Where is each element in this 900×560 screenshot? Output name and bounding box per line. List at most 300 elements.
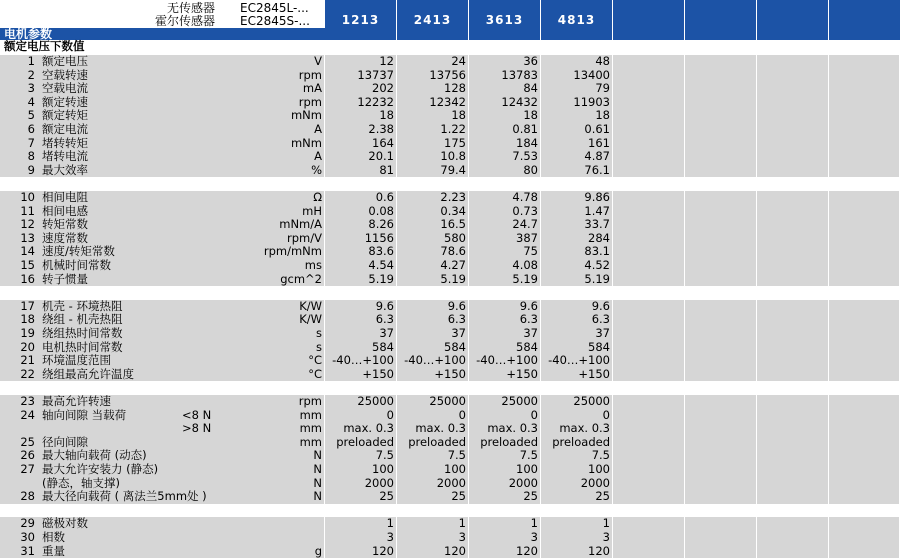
row-value: 24.7	[512, 217, 538, 232]
row-number: 21	[20, 353, 35, 368]
row-label: 空载转速	[42, 67, 88, 82]
table-row	[0, 286, 900, 300]
row-value: 75	[523, 244, 538, 259]
row-label: 最大效率	[42, 162, 88, 177]
row-label: 额定转速	[42, 94, 88, 109]
row-value: 387	[516, 230, 538, 245]
row-label: 相数	[42, 530, 65, 544]
row-unit	[222, 504, 322, 518]
row-value: 12232	[357, 94, 394, 109]
row-value	[397, 504, 469, 518]
row-label: 绕组热时间常数	[42, 326, 123, 340]
row-label: 额定转矩	[42, 108, 88, 123]
row-value: 584	[588, 339, 610, 354]
row-value	[325, 381, 397, 395]
row-value: 0	[530, 407, 538, 422]
row-value: 7.5	[519, 448, 538, 463]
column-divider	[540, 40, 541, 560]
row-number: 11	[20, 203, 35, 218]
row-value: 4.52	[584, 258, 610, 272]
row-unit: rpm	[298, 67, 322, 82]
row-value: 13783	[501, 67, 538, 82]
row-value	[541, 504, 613, 518]
row-sublabel: <8 N	[182, 407, 212, 422]
row-number: 29	[20, 516, 35, 531]
row-value: 36	[523, 54, 538, 68]
table-row	[0, 82, 900, 96]
row-value: 10.8	[440, 149, 466, 164]
row-value: 100	[588, 462, 610, 476]
row-label	[42, 177, 182, 191]
row-unit: °C	[308, 353, 322, 368]
row-value: 120	[588, 543, 610, 558]
row-unit	[222, 517, 322, 531]
row-value: 2.23	[440, 190, 466, 204]
row-unit: s	[316, 339, 322, 354]
row-value: max. 0.3	[487, 421, 538, 436]
row-value	[325, 504, 397, 518]
row-label: 转子惯量	[42, 271, 88, 286]
row-value: preloaded	[552, 434, 610, 449]
column-header	[613, 0, 685, 40]
row-number: 14	[20, 244, 35, 259]
row-value: 0.61	[584, 122, 610, 136]
row-value: 76.1	[584, 162, 610, 177]
table-row	[0, 436, 900, 450]
row-value	[541, 286, 613, 300]
row-value: -40…+100	[548, 353, 610, 368]
row-value: 81	[379, 162, 394, 177]
row-value: 1	[530, 516, 538, 531]
row-label: 额定电流	[42, 122, 88, 136]
row-value: 18	[523, 108, 538, 123]
subsection-title: 额定电压下数值	[4, 39, 85, 53]
row-value: 13737	[357, 67, 394, 82]
column-divider	[324, 40, 325, 560]
row-value: 100	[372, 462, 394, 476]
row-unit: ms	[304, 258, 322, 272]
row-value: 284	[588, 230, 610, 245]
row-label: 额定电压	[42, 54, 88, 68]
row-value: 1.47	[584, 203, 610, 218]
row-unit: gcm^2	[280, 271, 322, 286]
table-row	[0, 164, 900, 178]
row-value: 12	[379, 54, 394, 68]
row-value: 0.34	[440, 203, 466, 218]
row-value: 0	[386, 407, 394, 422]
row-unit: mA	[302, 81, 322, 96]
row-number: 10	[20, 190, 35, 204]
row-value: 9.86	[584, 190, 610, 204]
row-value: 2000	[508, 475, 538, 490]
row-value: 78.6	[440, 244, 466, 259]
row-number: 5	[27, 108, 35, 123]
row-number	[0, 381, 35, 395]
row-value: 37	[595, 326, 610, 340]
row-label: 绕组最高允许温度	[42, 366, 134, 381]
table-row	[0, 259, 900, 273]
row-unit: %	[311, 162, 322, 177]
row-unit: mNm	[290, 135, 322, 150]
row-value: 4.08	[512, 258, 538, 272]
row-value: max. 0.3	[415, 421, 466, 436]
row-label: 磁极对数	[42, 516, 88, 531]
table-row	[0, 395, 900, 409]
row-value: 84	[523, 81, 538, 96]
row-number: 7	[27, 135, 35, 150]
row-value: 7.5	[591, 448, 610, 463]
column-header	[829, 0, 900, 40]
row-value: 584	[372, 339, 394, 354]
row-value: 13400	[573, 67, 610, 82]
row-value: 1	[602, 516, 610, 531]
row-value: 7.5	[375, 448, 394, 463]
row-unit: Ω	[313, 190, 322, 204]
row-label: 机械时间常数	[42, 258, 111, 272]
row-sublabel: >8 N	[182, 421, 212, 436]
row-value: 7.5	[447, 448, 466, 463]
row-value	[469, 286, 541, 300]
column-header: 3613	[469, 0, 541, 40]
table-row	[0, 449, 900, 463]
row-value: 120	[444, 543, 466, 558]
row-unit: mNm/A	[279, 217, 322, 232]
table-row	[0, 55, 900, 69]
column-divider	[396, 40, 397, 560]
row-number: 20	[20, 339, 35, 354]
row-unit: g	[314, 543, 322, 558]
row-value: 2000	[364, 475, 394, 490]
row-value: 5.19	[368, 271, 394, 286]
row-label: 环境温度范围	[42, 353, 111, 368]
column-header	[685, 0, 757, 40]
row-label: 最高允许转速	[42, 394, 111, 408]
row-number: 27	[20, 462, 35, 476]
row-number: 2	[27, 67, 35, 82]
row-label: 相间电感	[42, 203, 88, 218]
row-value: max. 0.3	[343, 421, 394, 436]
row-number: 19	[20, 326, 35, 340]
column-divider	[684, 40, 685, 560]
row-value: 12432	[501, 94, 538, 109]
row-value: 161	[588, 135, 610, 150]
row-label: 最大允许安装力 (静态)	[42, 462, 159, 476]
row-unit: mm	[299, 421, 322, 436]
row-value: 128	[444, 81, 466, 96]
row-label: 堵转转矩	[42, 135, 88, 150]
row-unit: mm	[299, 407, 322, 422]
row-value: 25000	[357, 394, 394, 408]
row-unit: °C	[308, 366, 322, 381]
row-value: 175	[444, 135, 466, 150]
table-row	[0, 123, 900, 137]
column-divider	[828, 40, 829, 560]
table-row	[0, 300, 900, 314]
row-label: 绕组 - 机壳热阻	[42, 312, 123, 327]
row-unit: rpm/mNm	[263, 244, 322, 259]
row-value: 25	[379, 489, 394, 504]
column-header	[757, 0, 829, 40]
row-value: 24	[451, 54, 466, 68]
row-value: 580	[444, 230, 466, 245]
row-value: 100	[444, 462, 466, 476]
row-value: -40…+100	[476, 353, 538, 368]
table-row	[0, 150, 900, 164]
table-row	[0, 381, 900, 395]
row-value: 5.19	[440, 271, 466, 286]
table-row	[0, 69, 900, 83]
row-unit: N	[313, 462, 322, 476]
row-value: 25000	[429, 394, 466, 408]
row-label: 转矩常数	[42, 217, 88, 232]
table-row	[0, 137, 900, 151]
hall-sensor-label: 霍尔传感器	[154, 14, 215, 28]
row-unit: K/W	[299, 312, 322, 327]
row-value	[469, 381, 541, 395]
row-value: 0.73	[512, 203, 538, 218]
table-row	[0, 531, 900, 545]
table-row	[0, 545, 900, 559]
row-value: +150	[362, 366, 394, 381]
row-value: 100	[516, 462, 538, 476]
row-value: 4.87	[584, 149, 610, 164]
row-value	[397, 381, 469, 395]
row-unit: V	[314, 54, 322, 68]
row-label	[42, 286, 182, 300]
table-row	[0, 517, 900, 531]
row-label: 轴向间隙 当载荷	[42, 407, 127, 422]
row-value: 0.6	[375, 190, 394, 204]
row-value: 4.27	[440, 258, 466, 272]
row-value	[397, 286, 469, 300]
row-unit: mH	[302, 203, 322, 218]
row-number: 3	[27, 81, 35, 96]
row-number: 17	[20, 298, 35, 313]
row-value: 37	[451, 326, 466, 340]
row-value: 48	[595, 54, 610, 68]
row-unit	[222, 286, 322, 300]
row-value: 12342	[429, 94, 466, 109]
row-value: max. 0.3	[559, 421, 610, 436]
row-value: 0	[602, 407, 610, 422]
row-number: 8	[27, 149, 35, 164]
row-number: 4	[27, 94, 35, 109]
row-value: 3	[530, 530, 538, 544]
row-number	[0, 477, 35, 491]
hall-sensor-model: EC2845S-...	[240, 14, 310, 28]
row-value: 2000	[580, 475, 610, 490]
row-unit: N	[313, 489, 322, 504]
row-unit	[222, 531, 322, 545]
row-value: 8.26	[368, 217, 394, 232]
table-row	[0, 368, 900, 382]
row-value: preloaded	[408, 434, 466, 449]
row-value: 2.38	[368, 122, 394, 136]
row-number: 28	[20, 489, 35, 504]
row-value: 16.5	[440, 217, 466, 232]
row-unit: rpm	[298, 394, 322, 408]
row-unit	[222, 177, 322, 191]
row-value: 2000	[436, 475, 466, 490]
row-number: 16	[20, 271, 35, 286]
table-row	[0, 422, 900, 436]
table-row	[0, 109, 900, 123]
row-unit: K/W	[299, 298, 322, 313]
row-value: -40…+100	[332, 353, 394, 368]
row-value: 1.22	[440, 122, 466, 136]
row-value: 9.6	[447, 298, 466, 313]
row-value: 0	[458, 407, 466, 422]
row-number	[0, 177, 35, 191]
row-value: preloaded	[336, 434, 394, 449]
row-number: 18	[20, 312, 35, 327]
row-value: -40…+100	[404, 353, 466, 368]
row-value: +150	[506, 366, 538, 381]
row-unit: rpm	[298, 94, 322, 109]
row-value: 584	[444, 339, 466, 354]
row-value: 4.78	[512, 190, 538, 204]
column-divider	[468, 40, 469, 560]
row-value: 3	[386, 530, 394, 544]
row-value: 83.6	[368, 244, 394, 259]
row-value: 25000	[501, 394, 538, 408]
row-value: 79.4	[440, 162, 466, 177]
row-label: 速度常数	[42, 230, 88, 245]
row-value: 1156	[364, 230, 394, 245]
row-label: 堵转电流	[42, 149, 88, 164]
column-header: 1213	[325, 0, 397, 40]
sensorless-model: EC2845L-...	[240, 1, 309, 15]
row-number: 6	[27, 122, 35, 136]
row-value: 9.6	[375, 298, 394, 313]
row-number: 15	[20, 258, 35, 272]
row-value: 7.53	[512, 149, 538, 164]
row-value: 25000	[573, 394, 610, 408]
row-value: 79	[595, 81, 610, 96]
row-unit	[222, 381, 322, 395]
row-label: 空载电流	[42, 81, 88, 96]
row-value: 3	[602, 530, 610, 544]
row-value: 120	[516, 543, 538, 558]
row-unit: A	[314, 122, 322, 136]
row-label	[42, 381, 182, 395]
table-row	[0, 191, 900, 205]
row-value: 11903	[573, 94, 610, 109]
row-value	[397, 177, 469, 191]
row-label: 相间电阻	[42, 190, 88, 204]
row-number: 30	[20, 530, 35, 544]
table-row	[0, 177, 900, 191]
row-value: 80	[523, 162, 538, 177]
table-row	[0, 327, 900, 341]
table-row	[0, 504, 900, 518]
row-value: 37	[523, 326, 538, 340]
row-label	[42, 422, 182, 436]
row-value: 25	[523, 489, 538, 504]
row-label: 电机热时间常数	[42, 339, 123, 354]
table-row	[0, 477, 900, 491]
table-row	[0, 490, 900, 504]
row-value: 4.54	[368, 258, 394, 272]
row-value	[325, 286, 397, 300]
row-number: 12	[20, 217, 35, 232]
row-value: 20.1	[368, 149, 394, 164]
row-number: 31	[20, 543, 35, 558]
row-value: 5.19	[512, 271, 538, 286]
row-value: 164	[372, 135, 394, 150]
table-row	[0, 463, 900, 477]
row-unit: N	[313, 448, 322, 463]
row-value: +150	[434, 366, 466, 381]
row-value: 1	[386, 516, 394, 531]
row-value	[469, 177, 541, 191]
row-value	[469, 504, 541, 518]
table-row	[0, 313, 900, 327]
row-unit: s	[316, 326, 322, 340]
row-label	[42, 504, 182, 518]
row-unit: rpm/V	[287, 230, 322, 245]
row-value: 37	[379, 326, 394, 340]
row-value: 13756	[429, 67, 466, 82]
row-value: 83.1	[584, 244, 610, 259]
row-value: 3	[458, 530, 466, 544]
row-value: 0.08	[368, 203, 394, 218]
table-row	[0, 409, 900, 423]
column-divider	[612, 40, 613, 560]
row-unit: A	[314, 149, 322, 164]
table-row	[0, 341, 900, 355]
row-value	[325, 177, 397, 191]
row-value: 33.7	[584, 217, 610, 232]
row-value: 6.3	[591, 312, 610, 327]
row-label: 径向间隙	[42, 434, 88, 449]
row-number	[0, 286, 35, 300]
table-row	[0, 205, 900, 219]
row-value: 6.3	[447, 312, 466, 327]
table-row	[0, 354, 900, 368]
row-value: 120	[372, 543, 394, 558]
row-label: 机壳 - 环境热阻	[42, 298, 123, 313]
row-value: 184	[516, 135, 538, 150]
row-number: 24	[20, 407, 35, 422]
table-row	[0, 218, 900, 232]
row-value: 9.6	[519, 298, 538, 313]
row-value: preloaded	[480, 434, 538, 449]
row-label: 速度/转矩常数	[42, 244, 115, 259]
row-number: 23	[20, 394, 35, 408]
row-number	[0, 422, 35, 436]
row-unit: mNm	[290, 108, 322, 123]
row-value	[541, 381, 613, 395]
row-number: 26	[20, 448, 35, 463]
row-value: 9.6	[591, 298, 610, 313]
row-value: 202	[372, 81, 394, 96]
row-value: 25	[595, 489, 610, 504]
row-number	[0, 504, 35, 518]
column-header: 2413	[397, 0, 469, 40]
row-value	[541, 177, 613, 191]
table-row	[0, 96, 900, 110]
row-label: 最大轴向载荷 (动态)	[42, 448, 147, 463]
row-number: 9	[27, 162, 35, 177]
row-number: 25	[20, 434, 35, 449]
row-value: 18	[595, 108, 610, 123]
row-label: 最大径向载荷 ( 离法兰5mm处 )	[42, 489, 207, 504]
row-value: 6.3	[519, 312, 538, 327]
row-value: +150	[578, 366, 610, 381]
row-value: 18	[379, 108, 394, 123]
row-label: 重量	[42, 543, 65, 558]
